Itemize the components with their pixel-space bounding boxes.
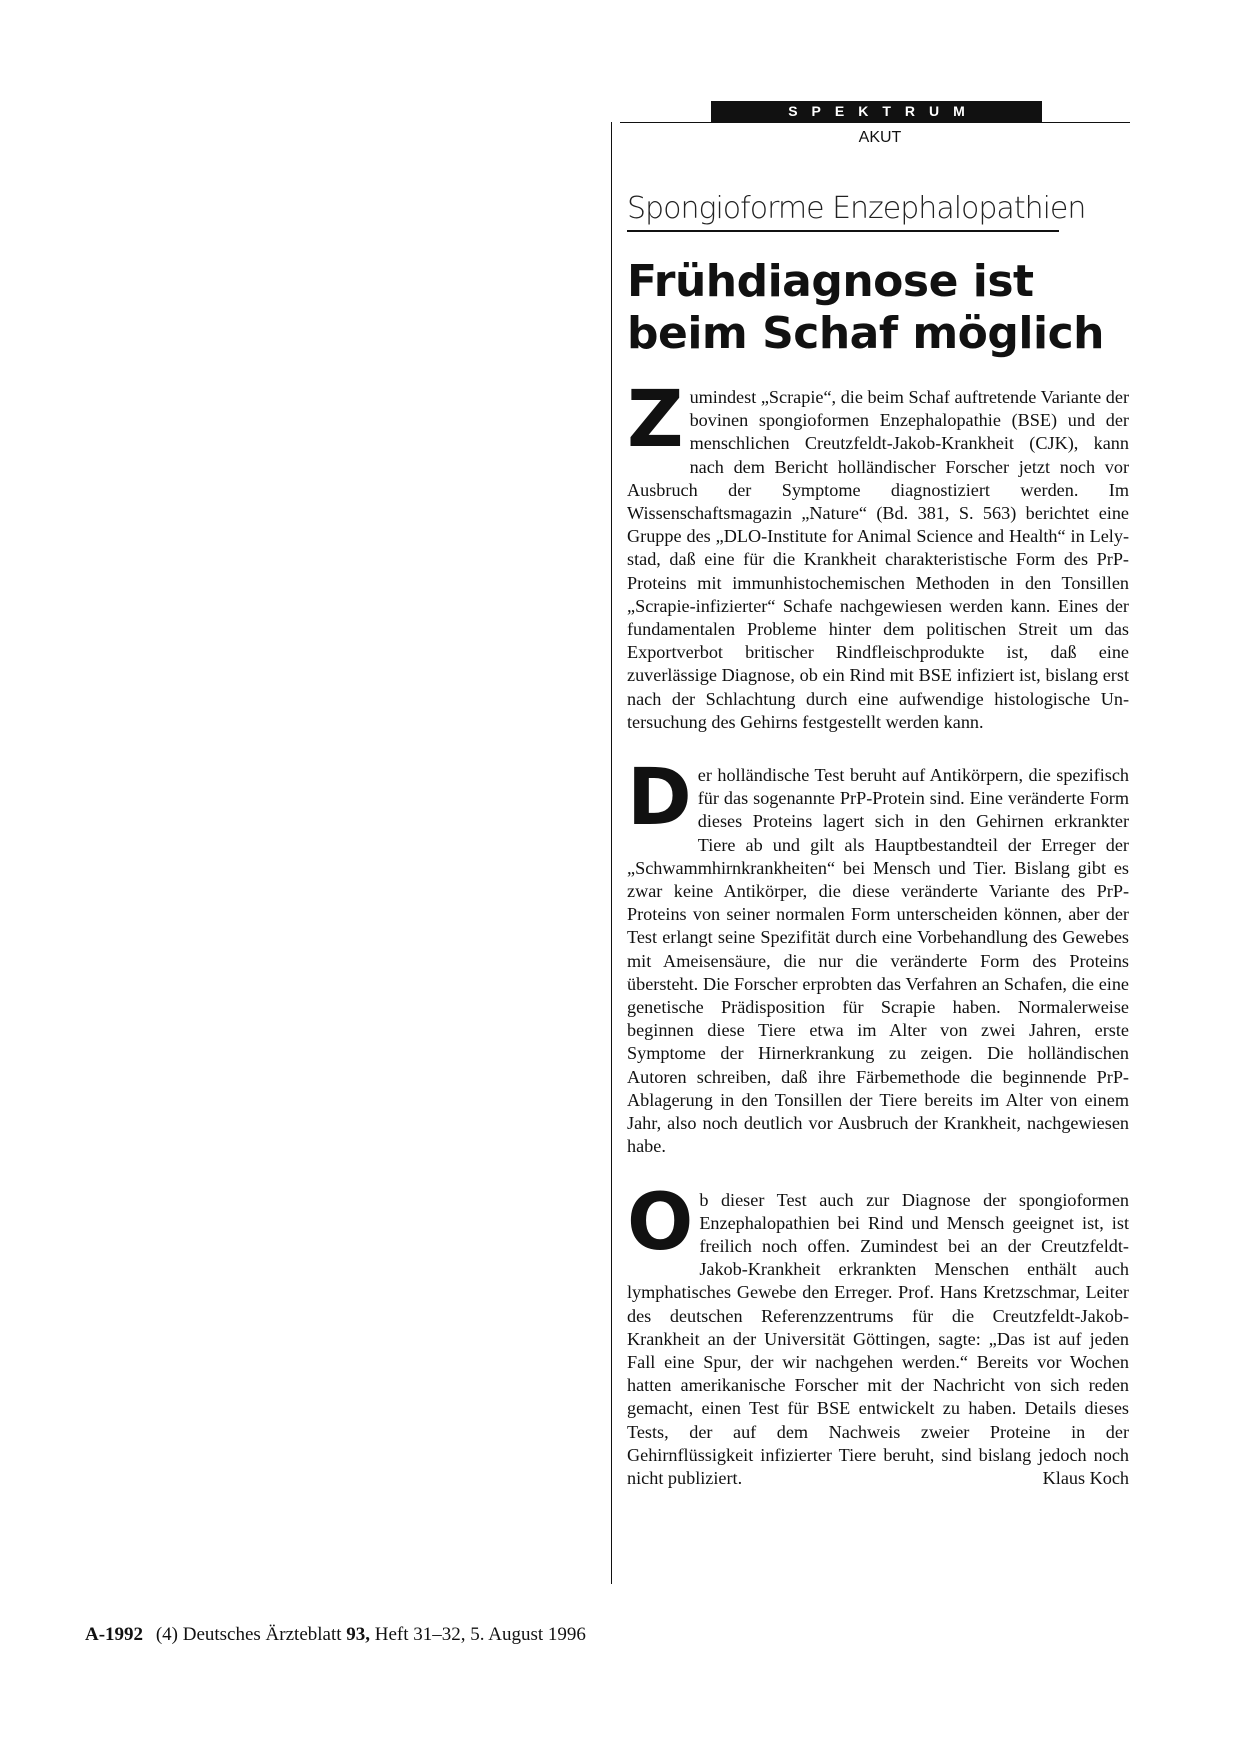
paragraph-text: er holländische Test beruht auf Antikörpern, die spezifisch für das sogenannte PrP-Protein sind. Eine veränderte Form dieses Proteins lagert sich in den Gehirnen erkrankter Tiere ab und gilt als Hauptbestandteil der Erreger der „Schwammhirnkrankheiten“ bei Mensch und Tier. Bislang gibt es zwar keine Antikörper, die diese veränderte Variante des PrP-Proteins von seiner normalen Form unterscheiden können, aber der Test erlangt seine Spezifität durch eine Vorbehandlung des Gewebes mit Ameisensäure, die nur die veränderte Form des Proteins übersteht. Die Forscher erprobten das Verfahren an Schafen, die eine genetische Prädisposition für Scrapie haben. Normalerweise beginnen diese Tiere etwa im Alter von zwei Jahren, erste Symptome der Hirnerkrankung zu zeigen. Die holländischen Autoren schreiben, daß ihre Färbemethode die beginnende PrP-Ablagerung in den Tonsillen der Tiere bereits im Alter von einem Jahr, also noch deutlich vor Ausbruch der Krankheit, nachgewiesen habe. <box>627 765 1129 1157</box>
issue-date: Heft 31–32, 5. August 1996 <box>374 1624 586 1645</box>
drop-cap: D <box>627 753 692 844</box>
journal-name: (4) Deutsches Ärzteblatt <box>155 1624 342 1645</box>
section-label: SPEKTRUM <box>711 101 1042 122</box>
author-byline: Klaus Koch <box>1042 1467 1129 1488</box>
paragraph-text: b dieser Test auch zur Diagnose der spongioformen Enzephalopathien bei Rind und Mensch geeignet ist, ist freilich noch offen. Zumindest bei an der Creutzfeldt-Jakob-Krankheit erkrankten Menschen enthält auch lymphatisches Gewebe den Erreger. Prof. Hans Kretzschmar, Leiter des deutschen Referenzzentrums für die Creutzfeldt-Jakob-Krankheit an der Universität Göttingen, sagte: „Das ist auf jeden Fall eine Spur, der wir nachgehen werden.“ Bereits vor Wochen hatten amerikanische Forscher mit der Nachricht von sich reden gemacht, einen Test für BSE entwickelt zu haben. Details dieses Tests, der auf dem Nachweis zweier Proteine in der Gehirnflüssigkeit infizierter Tiere beruht, sind bislang jedoch noch nicht publiziert. <box>627 1189 1129 1488</box>
page-footer <box>85 1623 586 1647</box>
article-paragraph <box>627 753 1129 1158</box>
journal-volume: 93, <box>346 1624 371 1645</box>
column-rule <box>611 122 612 1584</box>
article-headline: Frühdiagnose ist beim Schaf möglich <box>627 256 1104 359</box>
drop-cap: O <box>627 1177 694 1268</box>
article-subtitle: Spongioforme Enzephalopathien <box>627 190 1059 232</box>
page-code: A-1992 <box>85 1624 144 1645</box>
article-column <box>627 190 1129 1520</box>
article-paragraph <box>627 375 1129 734</box>
header-rule <box>620 122 1130 123</box>
paragraph-text: umindest „Scrapie“, die beim Schaf auftretende Variante der bovinen spongioformen Enzephalopathie (BSE) und der menschlichen Creutzfeldt-Jakob-Krankheit (CJK), kann nach dem Bericht holländischer Forscher jetzt noch vor Ausbruch der Symptome diagnostiziert werden. Im Wissenschaftsmagazin „Nature“ (Bd. 381, S. 563) berichtet eine Gruppe des „DLO-Institute for Animal Science and Health“ in Lelystad, daß eine für die Krankheit charakteristische Form des PrP-Proteins mit immunhistochemischen Methoden in den Tonsillen „Scrapie-infizierter“ Schafe nachgewiesen werden kann. Eines der fundamentalen Probleme hinter dem politischen Streit um das Exportverbot britischer Rindfleischprodukte ist, daß eine zuverlässige Diagnose, ob ein Rind mit BSE infiziert ist, bislang erst nach der Schlachtung durch eine aufwendige histologische Untersuchung des Gehirns festgestellt werden kann. <box>627 387 1129 732</box>
drop-cap: Z <box>627 375 684 465</box>
article-paragraph <box>627 1177 1129 1491</box>
kicker-label: AKUT <box>858 129 902 146</box>
